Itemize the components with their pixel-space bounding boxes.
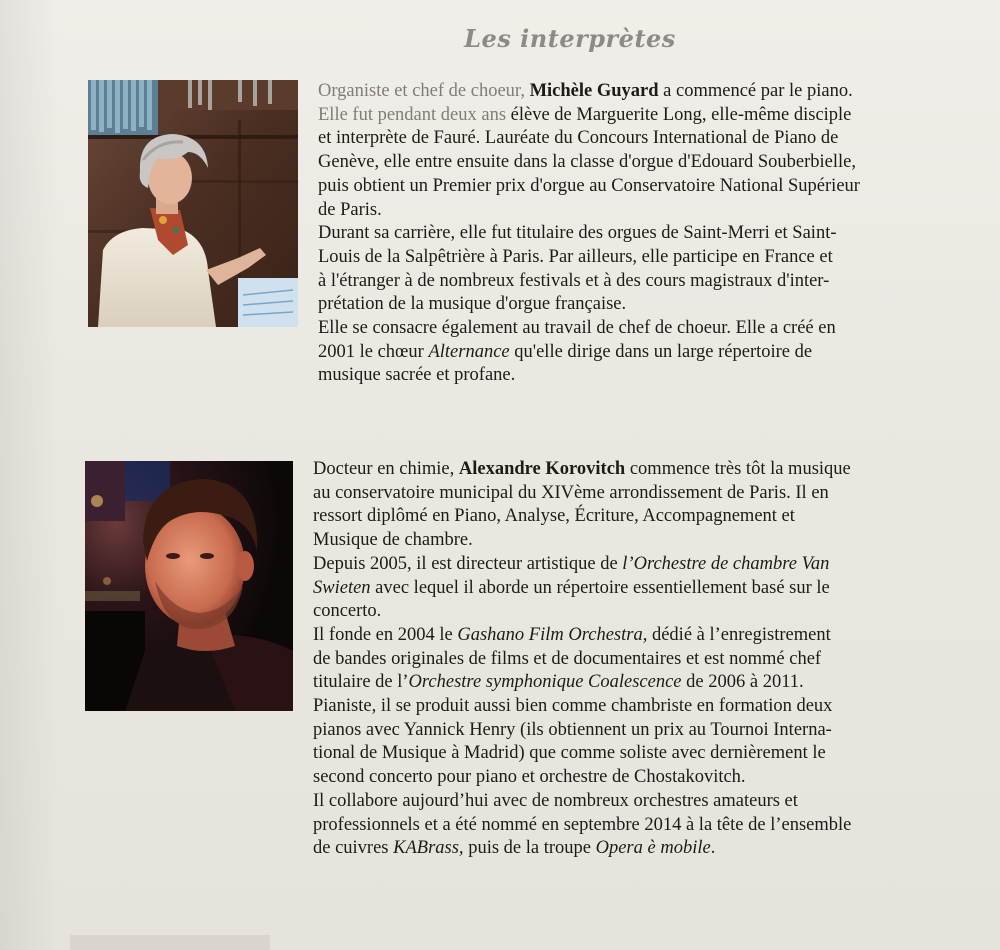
bio2-text: Il fonde en 2004 le <box>313 624 458 645</box>
bio2-line: professionnels et a été nommé en septembre 2014 à la tête de l’ensemble <box>313 814 852 835</box>
page-title: Les interprètes <box>464 24 676 53</box>
bio2-text: commence très tôt la musique <box>625 459 851 479</box>
bio2-line <box>313 837 998 861</box>
bio1-line: de Paris. <box>318 199 382 220</box>
page-shadow <box>0 0 60 950</box>
bio2-line: ressort diplômé en Piano, Analyse, Écriture, Accompagnement et <box>313 506 795 527</box>
bio2-text: de 2006 à 2011. <box>681 672 804 693</box>
bio1-line: puis obtient un Premier prix d'orgue au Conservatoire National Supérieur <box>318 175 860 196</box>
bio1-line: Louis de la Salpêtrière à Paris. Par ailleurs, elle participe en France et <box>318 246 833 267</box>
bio2-line: Pianiste, il se produit aussi bien comme chambriste en formation deux <box>313 696 833 717</box>
ensemble-name-opera-e-mobile: Opera è mobile <box>595 838 711 859</box>
bio2-text: Docteur en chimie, <box>313 459 459 479</box>
bio2-text: puis de la troupe <box>463 838 596 859</box>
bio1-text: a commencé par le piano. <box>658 81 853 101</box>
bio2-line: second concerto pour piano et orchestre de Chostakovitch. <box>313 767 746 788</box>
bio1-line <box>318 80 998 104</box>
bio2-text: , dédié à l’enregistrement <box>642 624 831 645</box>
performer-name-michele-guyard: Michèle Guyard <box>529 81 659 101</box>
bio2-text: . <box>710 838 716 859</box>
bio2-line: de bandes originales de films et de documentaires et est nommé chef <box>313 648 822 669</box>
bio2-line <box>313 458 998 482</box>
bio2-text: Depuis 2005, il est directeur artistique de <box>313 553 623 574</box>
ensemble-name-gashano: Gashano Film Orchestra <box>457 624 643 645</box>
bio1-line: et interprète de Fauré. Lauréate du Concours International de Piano de <box>318 128 839 149</box>
bio2-line: pianos avec Yannick Henry (ils obtiennent un prix au Tournoi Interna- <box>313 719 832 740</box>
bio2-line: au conservatoire municipal du XIVème arrondissement de Paris. Il en <box>313 482 829 503</box>
bio1-text: qu'elle dirige dans un large répertoire de <box>509 341 813 362</box>
bio2-text: de cuivres <box>313 838 394 859</box>
bio1-line: prétation de la musique d'orgue française. <box>318 294 627 315</box>
bio2-text: avec lequel il aborde un répertoire essentiellement basé sur le <box>370 577 830 598</box>
performer-name-alexandre-korovitch: Alexandre Korovitch <box>458 459 626 479</box>
photo-alexandre-korovitch <box>85 461 293 711</box>
bio2-line: Musique de chambre. <box>313 530 473 551</box>
bio2-line: Il collabore aujourd’hui avec de nombreux orchestres amateurs et <box>313 790 798 811</box>
ensemble-name-van-swieten-cont: Swieten <box>313 577 371 598</box>
ensemble-name-van-swieten: l’Orchestre de chambre Van <box>622 553 830 574</box>
bio1-line: Elle se consacre également au travail de chef de choeur. Elle a créé en <box>318 318 836 339</box>
bio1-line: musique sacrée et profane. <box>318 365 516 386</box>
photo-michele-guyard <box>88 80 298 327</box>
bio2-text: titulaire de l’ <box>313 672 409 693</box>
bio-alexandre-korovitch <box>313 458 998 861</box>
bio1-text: Organiste et chef de choeur, <box>318 81 530 101</box>
page-edge-shadow <box>70 935 270 950</box>
bio1-line <box>318 104 998 128</box>
bio1-text: élève de Marguerite Long, elle-même disciple <box>506 104 852 125</box>
ensemble-name-alternance: Alternance <box>428 341 510 362</box>
ensemble-name-coalescence: Orchestre symphonique Coalescence <box>408 672 682 693</box>
bio-michele-guyard <box>318 80 998 388</box>
bio2-line <box>313 671 998 695</box>
bio2-line: concerto. <box>313 601 382 622</box>
bio1-text: 2001 le chœur <box>318 341 429 362</box>
bio1-line: à l'étranger à de nombreux festivals et à des cours magistraux d'inter- <box>318 270 830 291</box>
bio1-line: Durant sa carrière, elle fut titulaire des orgues de Saint-Merri et Saint- <box>318 223 837 244</box>
bio2-line: tional de Musique à Madrid) que comme soliste avec dernièrement le <box>313 743 826 764</box>
bio2-line <box>313 553 998 577</box>
bio2-line <box>313 624 998 648</box>
bio1-line <box>318 341 998 365</box>
bio1-line: Genève, elle entre ensuite dans la classe d'orgue d'Edouard Souberbielle, <box>318 152 857 173</box>
bio2-line <box>313 577 998 601</box>
bio1-text: Elle fut pendant deux ans <box>318 104 507 125</box>
ensemble-name-kabrass: KABrass, <box>393 838 464 859</box>
